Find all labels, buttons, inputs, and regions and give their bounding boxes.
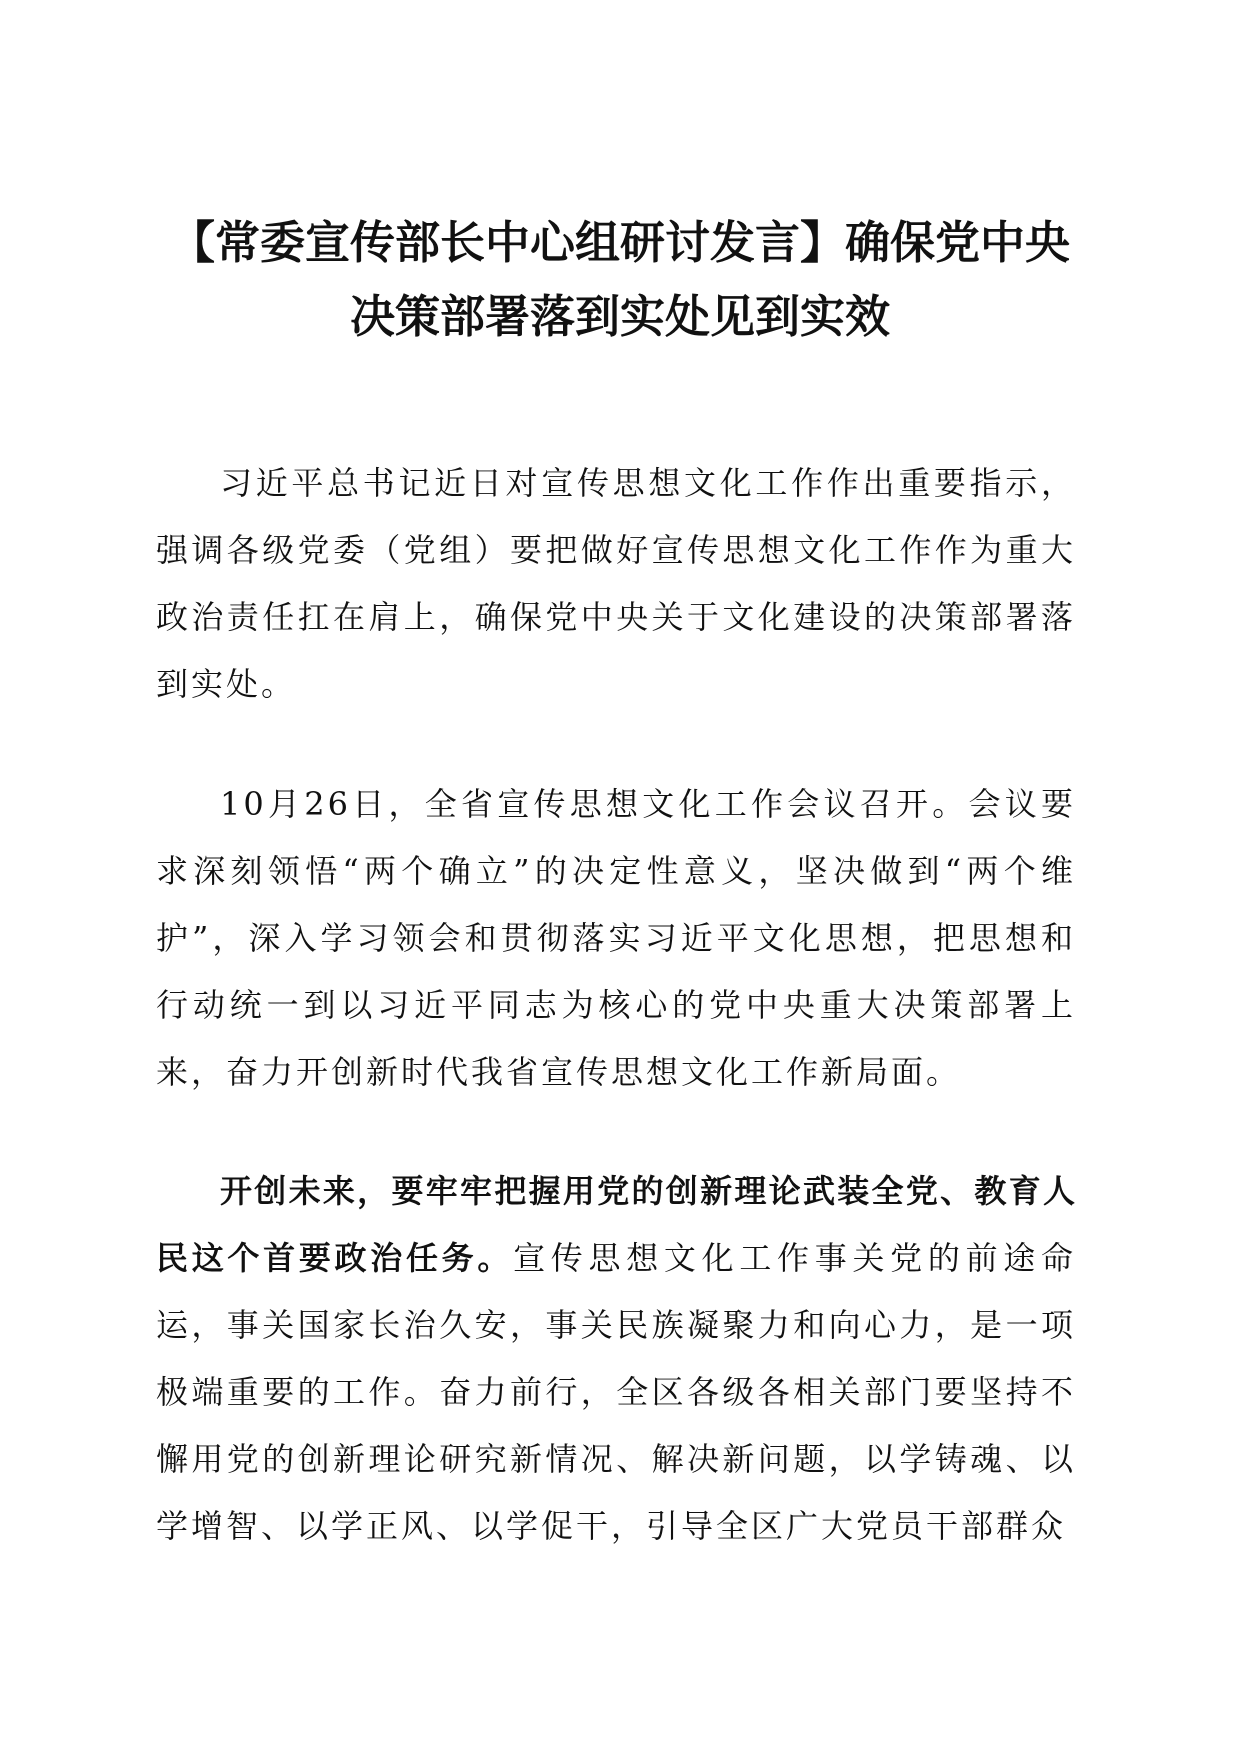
paragraph-3-body: 宣传思想文化工作事关党的前途命运，事关国家长治久安，事关民族凝聚力和向心力，是一项极端重要的工作。奋力前行，全区各级各相关部门要坚持不懈用党的创新理论研究新情况、解决新问题，以学铸魂、以学增智、以学正风、以学促干，引导全区广大党员干部群众 bbox=[156, 1239, 1076, 1545]
title-line-1: 【常委宣传部长中心组研讨发言】确保党中央 bbox=[169, 216, 1070, 269]
title-line-2: 决策部署落到实处见到实效 bbox=[349, 290, 890, 343]
paragraph-3-lead-bold: 开创未来，要牢牢把握用党的创新理论武装全党、教育人民这个首要政治任务。 bbox=[156, 1172, 1076, 1277]
paragraph-2: 10月26日，全省宣传思想文化工作会议召开。会议要求深刻领悟“两个确立”的决定性意义，坚决做到“两个维护”，深入学习领会和贯彻落实习近平文化思想，把思想和行动统一到以习近平同志为核心的党中央重大决策部署上来，奋力开创新时代我省宣传思想文化工作新局面。 bbox=[156, 785, 1076, 1091]
paragraph-1: 习近平总书记近日对宣传思想文化工作作出重要指示，强调各级党委（党组）要把做好宣传思想文化工作作为重大政治责任扛在肩上，确保党中央关于文化建设的决策部署落到实处。 bbox=[156, 464, 1076, 703]
document-title bbox=[150, 206, 1090, 354]
paragraph-3 bbox=[156, 1158, 1076, 1560]
